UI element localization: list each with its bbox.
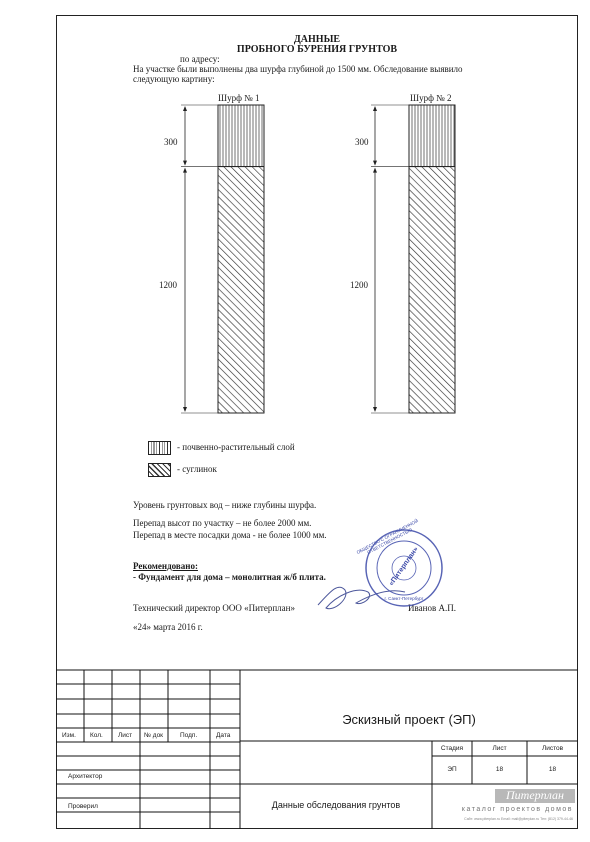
note-groundwater: Уровень грунтовых вод – ниже глубины шурфа. (133, 500, 317, 510)
project-title: Эскизный проект (ЭП) (342, 712, 476, 727)
stamp-city: г. Санкт-Петербург (384, 596, 424, 601)
piterplan-logo (433, 786, 577, 828)
hdr-podp: Подп. (180, 732, 198, 739)
stage-label: Стадия (440, 745, 464, 752)
hdr-ndok: № док (144, 732, 164, 739)
recommendation-heading: Рекомендовано: (133, 561, 198, 571)
architect-label: Архитектор (68, 773, 103, 780)
doc-title-line2: ПРОБНОГО БУРЕНИЯ ГРУНТОВ (236, 44, 398, 55)
hdr-izm: Изм. (62, 732, 76, 739)
pit-2-loam-depth: 1200 (350, 280, 368, 290)
logo-subtitle: каталог проектов домов (461, 806, 573, 813)
sheet-label: Лист (492, 745, 507, 752)
sheets-value: 18 (548, 766, 557, 773)
sheet-value: 18 (495, 766, 504, 773)
intro-line1: На участке были выполнены два шурфа глубиной до 1500 мм. Обследование выявило (133, 64, 463, 74)
doc-name: Данные обследования грунтов (271, 800, 401, 810)
address-label: по адресу: (180, 54, 220, 64)
signature-date: «24» марта 2016 г. (133, 622, 203, 632)
stage-value: ЭП (447, 766, 457, 773)
checked-label: Проверил (68, 803, 98, 810)
logo-name: Питерплан (506, 788, 564, 802)
pit-1-topsoil-depth: 300 (164, 137, 178, 147)
pit-1-loam-depth: 1200 (159, 280, 177, 290)
recommendation-text: - Фундамент для дома – монолитная ж/б плита. (133, 572, 326, 582)
pit-2-topsoil-depth: 300 (355, 137, 369, 147)
pit-2-label: Шурф № 2 (410, 93, 452, 103)
hdr-data: Дата (216, 732, 231, 739)
hdr-list: Лист (118, 732, 133, 739)
stamp-ring-text: ОБЩЕСТВО С ОГРАНИЧЕННОЙ ОТВЕТСТВЕННОСТЬЮ (355, 518, 419, 556)
sheets-label: Листов (541, 745, 564, 752)
note-slope-site: Перепад высот по участку – не более 2000 мм. (133, 518, 312, 528)
stamp-center-text: «Питерплан» (388, 545, 420, 588)
signature-position: Технический директор ООО «Питерплан» (133, 603, 295, 613)
legend-loam-label: - суглинок (177, 464, 217, 474)
logo-contacts: Сайт: www.piterplan.ru Email: mail@piterplan.ru Тел: (812) 379-44-46 (464, 817, 573, 821)
note-slope-house: Перепад в месте посадки дома - не более 1000 мм. (133, 530, 327, 540)
signature-name: Иванов А.П. (408, 603, 456, 613)
pit-1-label: Шурф № 1 (218, 93, 260, 103)
hdr-kol: Кол. (90, 732, 103, 739)
doc-title-line1: ДАННЫЕ (293, 34, 341, 45)
intro-line2: следующую картину: (133, 74, 215, 84)
legend-topsoil-label: - почвенно-растительный слой (177, 442, 295, 452)
